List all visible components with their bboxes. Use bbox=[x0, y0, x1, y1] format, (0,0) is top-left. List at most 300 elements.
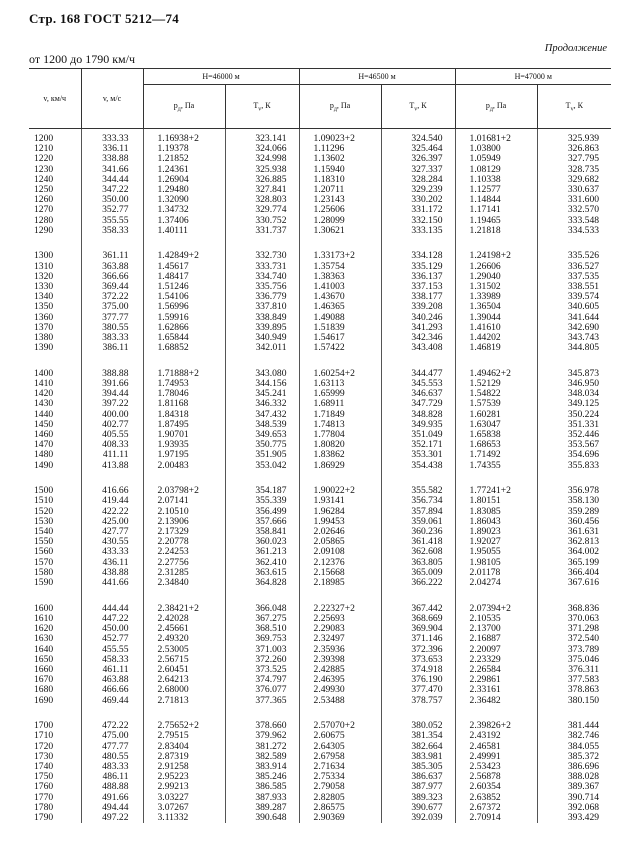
cell-pressure: 2.53423 bbox=[455, 762, 537, 772]
cell-temperature: 337.810 bbox=[225, 302, 299, 312]
block-spacer bbox=[29, 706, 611, 721]
cell-v-ms: 427.77 bbox=[81, 527, 143, 537]
cell-pressure: 1.21852 bbox=[143, 154, 225, 164]
cell-pressure: 1.23143 bbox=[299, 195, 381, 205]
cell-v-kmh: 1770 bbox=[34, 791, 54, 803]
cell-pressure: 2.23329 bbox=[455, 655, 537, 665]
cell-pressure: 1.28099 bbox=[299, 216, 381, 226]
cell-pressure: 2.71634 bbox=[299, 762, 381, 772]
cell-temperature: 341.644 bbox=[537, 313, 611, 323]
cell-pressure: 1.74813 bbox=[299, 420, 381, 430]
cell-v-kmh: 1340 bbox=[34, 291, 54, 303]
header-pressure: $p_д$, Па bbox=[455, 85, 537, 129]
spacer-cell bbox=[455, 471, 537, 486]
cell-pressure: 1.68852 bbox=[143, 343, 225, 353]
cell-pressure: 1.49462+2 bbox=[455, 369, 537, 379]
cell-v-kmh: 1240 bbox=[34, 173, 54, 185]
cell-temperature: 334.740 bbox=[225, 272, 299, 282]
cell-pressure: 1.12577 bbox=[455, 185, 537, 195]
cell-temperature: 372.396 bbox=[381, 645, 455, 655]
cell-pressure: 2.49991 bbox=[455, 752, 537, 762]
cell-pressure: 2.13906 bbox=[143, 517, 225, 527]
cell-pressure: 1.93141 bbox=[299, 496, 381, 506]
spacer-cell bbox=[143, 353, 225, 368]
cell-temperature: 364.002 bbox=[537, 547, 611, 557]
block-spacer bbox=[29, 471, 611, 486]
cell-pressure: 1.41610 bbox=[455, 323, 537, 333]
cell-temperature: 348.828 bbox=[381, 410, 455, 420]
cell-v-kmh: 1530 bbox=[34, 515, 54, 527]
cell-temperature: 331.172 bbox=[381, 205, 455, 215]
cell-pressure: 1.65999 bbox=[299, 389, 381, 399]
cell-pressure: 1.01681+2 bbox=[455, 134, 537, 144]
cell-pressure: 2.90369 bbox=[299, 813, 381, 823]
cell-v-ms: 480.55 bbox=[81, 752, 143, 762]
cell-pressure: 2.35936 bbox=[299, 645, 381, 655]
cell-temperature: 376.077 bbox=[225, 685, 299, 695]
cell-pressure: 1.97195 bbox=[143, 450, 225, 460]
cell-pressure: 1.11296 bbox=[299, 144, 381, 154]
cell-pressure: 2.20778 bbox=[143, 537, 225, 547]
cell-temperature: 363.615 bbox=[225, 568, 299, 578]
cell-pressure: 1.36504 bbox=[455, 302, 537, 312]
cell-temperature: 356.499 bbox=[225, 507, 299, 517]
cell-pressure: 1.95055 bbox=[455, 547, 537, 557]
cell-pressure: 1.20711 bbox=[299, 185, 381, 195]
spacer-cell bbox=[225, 236, 299, 251]
cell-v-kmh: 1680 bbox=[34, 684, 54, 696]
cell-pressure: 2.60451 bbox=[143, 665, 225, 675]
table-row bbox=[29, 634, 611, 644]
cell-temperature: 344.156 bbox=[225, 379, 299, 389]
spacer-cell bbox=[537, 353, 611, 368]
cell-pressure: 1.30621 bbox=[299, 226, 381, 236]
cell-temperature: 373.653 bbox=[381, 655, 455, 665]
cell-temperature: 389.367 bbox=[537, 782, 611, 792]
cell-pressure: 2.12376 bbox=[299, 558, 381, 568]
cell-v-kmh: 1460 bbox=[34, 429, 54, 441]
cell-v-kmh: 1370 bbox=[34, 321, 54, 333]
cell-temperature: 326.885 bbox=[225, 175, 299, 185]
cell-v-ms: 458.33 bbox=[81, 655, 143, 665]
cell-v-ms: 447.22 bbox=[81, 614, 143, 624]
cell-temperature: 360.456 bbox=[537, 517, 611, 527]
cell-pressure: 1.71492 bbox=[455, 450, 537, 460]
cell-temperature: 333.731 bbox=[225, 262, 299, 272]
cell-v-ms: 388.88 bbox=[81, 369, 143, 379]
cell-temperature: 349.935 bbox=[381, 420, 455, 430]
cell-temperature: 334.128 bbox=[381, 251, 455, 261]
cell-temperature: 390.714 bbox=[537, 793, 611, 803]
cell-v-kmh: 1380 bbox=[34, 332, 54, 344]
spacer-cell bbox=[537, 471, 611, 486]
cell-v-ms: 338.88 bbox=[81, 154, 143, 164]
cell-temperature: 371.146 bbox=[381, 634, 455, 644]
block-spacer bbox=[29, 588, 611, 603]
cell-temperature: 325.938 bbox=[225, 165, 299, 175]
cell-v-ms: 394.44 bbox=[81, 389, 143, 399]
cell-pressure: 1.13602 bbox=[299, 154, 381, 164]
cell-v-kmh: 1700 bbox=[34, 720, 54, 732]
cell-pressure: 2.03798+2 bbox=[143, 486, 225, 496]
cell-pressure: 1.33173+2 bbox=[299, 251, 381, 261]
cell-pressure: 1.24361 bbox=[143, 165, 225, 175]
cell-pressure: 2.79058 bbox=[299, 782, 381, 792]
cell-v-kmh: 1470 bbox=[34, 439, 54, 451]
cell-temperature: 380.150 bbox=[537, 696, 611, 706]
spacer-cell bbox=[143, 236, 225, 251]
cell-pressure: 2.49320 bbox=[143, 634, 225, 644]
cell-v-kmh: 1300 bbox=[34, 250, 54, 262]
cell-v-kmh: 1600 bbox=[34, 602, 54, 614]
cell-temperature: 365.199 bbox=[537, 558, 611, 568]
cell-pressure: 1.38363 bbox=[299, 272, 381, 282]
cell-temperature: 363.805 bbox=[381, 558, 455, 568]
cell-temperature: 326.863 bbox=[537, 144, 611, 154]
cell-temperature: 368.669 bbox=[381, 614, 455, 624]
cell-temperature: 372.540 bbox=[537, 634, 611, 644]
spacer-cell bbox=[299, 353, 381, 368]
cell-pressure: 2.16887 bbox=[455, 634, 537, 644]
cell-temperature: 361.213 bbox=[225, 547, 299, 557]
cell-v-ms: 433.33 bbox=[81, 547, 143, 557]
cell-pressure: 2.86575 bbox=[299, 803, 381, 813]
cell-v-kmh: 1780 bbox=[34, 801, 54, 813]
cell-pressure: 1.43670 bbox=[299, 292, 381, 302]
cell-v-ms: 466.66 bbox=[81, 685, 143, 695]
cell-pressure: 2.82805 bbox=[299, 793, 381, 803]
cell-v-kmh: 1520 bbox=[34, 505, 54, 517]
cell-temperature: 351.331 bbox=[537, 420, 611, 430]
table-body bbox=[29, 129, 611, 824]
cell-pressure: 1.29480 bbox=[143, 185, 225, 195]
spacer-cell bbox=[381, 588, 455, 603]
spacer-cell bbox=[455, 236, 537, 251]
cell-temperature: 327.337 bbox=[381, 165, 455, 175]
cell-v-kmh: 1660 bbox=[34, 663, 54, 675]
cell-pressure: 2.68000 bbox=[143, 685, 225, 695]
cell-temperature: 335.129 bbox=[381, 262, 455, 272]
cell-temperature: 325.464 bbox=[381, 144, 455, 154]
cell-pressure: 1.32090 bbox=[143, 195, 225, 205]
cell-temperature: 377.470 bbox=[381, 685, 455, 695]
cell-temperature: 350.775 bbox=[225, 440, 299, 450]
cell-v-ms: 472.22 bbox=[81, 721, 143, 731]
cell-v-kmh: 1280 bbox=[34, 214, 54, 226]
cell-pressure: 2.02646 bbox=[299, 527, 381, 537]
header-altitude-2: H=46500 м bbox=[299, 69, 455, 85]
cell-pressure: 2.42885 bbox=[299, 665, 381, 675]
cell-v-kmh: 1710 bbox=[34, 730, 54, 742]
cell-pressure: 2.38421+2 bbox=[143, 604, 225, 614]
cell-temperature: 328.284 bbox=[381, 175, 455, 185]
cell-pressure: 1.52129 bbox=[455, 379, 537, 389]
cell-temperature: 380.052 bbox=[381, 721, 455, 731]
cell-pressure: 1.99453 bbox=[299, 517, 381, 527]
cell-temperature: 370.063 bbox=[537, 614, 611, 624]
cell-v-ms: 450.00 bbox=[81, 624, 143, 634]
cell-temperature: 352.171 bbox=[381, 440, 455, 450]
cell-pressure: 1.57539 bbox=[455, 399, 537, 409]
cell-pressure: 2.04274 bbox=[455, 578, 537, 588]
cell-pressure: 1.40111 bbox=[143, 226, 225, 236]
cell-temperature: 344.477 bbox=[381, 369, 455, 379]
cell-pressure: 2.07141 bbox=[143, 496, 225, 506]
cell-v-ms: 386.11 bbox=[81, 343, 143, 353]
spacer-cell bbox=[537, 588, 611, 603]
cell-v-ms: 452.77 bbox=[81, 634, 143, 644]
cell-pressure: 2.15668 bbox=[299, 568, 381, 578]
cell-temperature: 346.950 bbox=[537, 379, 611, 389]
cell-pressure: 1.90701 bbox=[143, 430, 225, 440]
cell-temperature: 349.653 bbox=[225, 430, 299, 440]
cell-pressure: 2.29083 bbox=[299, 624, 381, 634]
cell-v-ms: 463.88 bbox=[81, 675, 143, 685]
cell-v-ms: 422.22 bbox=[81, 507, 143, 517]
range-caption: от 1200 до 1790 км/ч bbox=[29, 52, 135, 66]
cell-temperature: 342.011 bbox=[225, 343, 299, 353]
cell-pressure: 2.10510 bbox=[143, 507, 225, 517]
cell-v-ms: 455.55 bbox=[81, 645, 143, 655]
cell-temperature: 348.034 bbox=[537, 389, 611, 399]
cell-temperature: 387.977 bbox=[381, 782, 455, 792]
cell-pressure: 2.99213 bbox=[143, 782, 225, 792]
cell-pressure: 2.67372 bbox=[455, 803, 537, 813]
cell-v-kmh: 1720 bbox=[34, 740, 54, 752]
cell-temperature: 376.190 bbox=[381, 675, 455, 685]
cell-pressure: 3.07267 bbox=[143, 803, 225, 813]
cell-v-ms: 411.11 bbox=[81, 450, 143, 460]
cell-v-kmh: 1480 bbox=[34, 449, 54, 461]
cell-temperature: 354.187 bbox=[225, 486, 299, 496]
cell-v-ms: 361.11 bbox=[81, 251, 143, 261]
cell-temperature: 382.664 bbox=[381, 742, 455, 752]
cell-temperature: 342.346 bbox=[381, 333, 455, 343]
cell-temperature: 362.813 bbox=[537, 537, 611, 547]
cell-pressure: 2.32497 bbox=[299, 634, 381, 644]
cell-pressure: 2.24253 bbox=[143, 547, 225, 557]
cell-temperature: 374.797 bbox=[225, 675, 299, 685]
spacer-cell bbox=[29, 353, 81, 368]
cell-temperature: 369.753 bbox=[225, 634, 299, 644]
cell-temperature: 389.287 bbox=[225, 803, 299, 813]
cell-temperature: 381.272 bbox=[225, 742, 299, 752]
cell-v-kmh: 1560 bbox=[34, 546, 54, 558]
cell-pressure: 1.62866 bbox=[143, 323, 225, 333]
cell-v-ms: 497.22 bbox=[81, 813, 143, 823]
header-temperature: $T_v$, К bbox=[381, 85, 455, 129]
cell-pressure: 1.10338 bbox=[455, 175, 537, 185]
cell-pressure: 2.95223 bbox=[143, 772, 225, 782]
cell-temperature: 372.260 bbox=[225, 655, 299, 665]
cell-pressure: 1.08129 bbox=[455, 165, 537, 175]
cell-v-kmh: 1360 bbox=[34, 311, 54, 323]
cell-v-kmh: 1640 bbox=[34, 643, 54, 655]
cell-pressure: 1.92027 bbox=[455, 537, 537, 547]
cell-temperature: 379.962 bbox=[225, 731, 299, 741]
cell-v-kmh: 1420 bbox=[34, 388, 54, 400]
cell-v-ms: 436.11 bbox=[81, 558, 143, 568]
cell-pressure: 2.20097 bbox=[455, 645, 537, 655]
cell-pressure: 1.26606 bbox=[455, 262, 537, 272]
cell-pressure: 1.74953 bbox=[143, 379, 225, 389]
cell-pressure: 1.80151 bbox=[455, 496, 537, 506]
cell-pressure: 1.56996 bbox=[143, 302, 225, 312]
cell-pressure: 1.68653 bbox=[455, 440, 537, 450]
cell-v-kmh: 1250 bbox=[34, 184, 54, 196]
cell-temperature: 361.418 bbox=[381, 537, 455, 547]
cell-v-ms: 336.11 bbox=[81, 144, 143, 154]
cell-v-kmh: 1610 bbox=[34, 612, 54, 624]
cell-temperature: 390.677 bbox=[381, 803, 455, 813]
cell-v-kmh: 1620 bbox=[34, 623, 54, 635]
cell-v-kmh: 1630 bbox=[34, 633, 54, 645]
cell-temperature: 353.567 bbox=[537, 440, 611, 450]
cell-v-ms: 413.88 bbox=[81, 461, 143, 471]
cell-v-kmh: 1310 bbox=[34, 260, 54, 272]
cell-temperature: 345.553 bbox=[381, 379, 455, 389]
cell-pressure: 2.05865 bbox=[299, 537, 381, 547]
spacer-cell bbox=[299, 706, 381, 721]
cell-v-ms: 391.66 bbox=[81, 379, 143, 389]
cell-v-ms: 483.33 bbox=[81, 762, 143, 772]
table-row bbox=[29, 226, 611, 236]
cell-temperature: 381.444 bbox=[537, 721, 611, 731]
cell-temperature: 351.905 bbox=[225, 450, 299, 460]
cell-pressure: 2.75334 bbox=[299, 772, 381, 782]
header-pressure: $p_д$, Па bbox=[143, 85, 225, 129]
cell-temperature: 387.933 bbox=[225, 793, 299, 803]
cell-pressure: 1.37406 bbox=[143, 216, 225, 226]
cell-temperature: 340.949 bbox=[225, 333, 299, 343]
cell-temperature: 336.137 bbox=[381, 272, 455, 282]
cell-pressure: 1.77241+2 bbox=[455, 486, 537, 496]
cell-temperature: 385.372 bbox=[537, 752, 611, 762]
cell-temperature: 330.637 bbox=[537, 185, 611, 195]
cell-v-kmh: 1450 bbox=[34, 418, 54, 430]
cell-pressure: 1.74355 bbox=[455, 461, 537, 471]
cell-temperature: 324.066 bbox=[225, 144, 299, 154]
cell-temperature: 328.735 bbox=[537, 165, 611, 175]
cell-temperature: 337.153 bbox=[381, 282, 455, 292]
cell-temperature: 361.631 bbox=[537, 527, 611, 537]
cell-v-ms: 358.33 bbox=[81, 226, 143, 236]
cell-temperature: 346.332 bbox=[225, 399, 299, 409]
cell-temperature: 378.863 bbox=[537, 685, 611, 695]
cell-temperature: 388.028 bbox=[537, 772, 611, 782]
cell-v-ms: 352.77 bbox=[81, 205, 143, 215]
cell-temperature: 376.311 bbox=[537, 665, 611, 675]
cell-temperature: 338.551 bbox=[537, 282, 611, 292]
cell-temperature: 340.246 bbox=[381, 313, 455, 323]
cell-pressure: 1.68911 bbox=[299, 399, 381, 409]
cell-temperature: 386.696 bbox=[537, 762, 611, 772]
cell-temperature: 392.068 bbox=[537, 803, 611, 813]
spacer-cell bbox=[225, 353, 299, 368]
cell-v-ms: 372.22 bbox=[81, 292, 143, 302]
cell-temperature: 373.525 bbox=[225, 665, 299, 675]
atmosphere-table bbox=[29, 68, 611, 823]
cell-v-kmh: 1570 bbox=[34, 556, 54, 568]
cell-temperature: 333.548 bbox=[537, 216, 611, 226]
cell-pressure: 2.46395 bbox=[299, 675, 381, 685]
cell-temperature: 347.432 bbox=[225, 410, 299, 420]
cell-temperature: 349.125 bbox=[537, 399, 611, 409]
cell-pressure: 1.60254+2 bbox=[299, 369, 381, 379]
cell-v-ms: 488.88 bbox=[81, 782, 143, 792]
cell-v-ms: 400.00 bbox=[81, 410, 143, 420]
cell-temperature: 364.828 bbox=[225, 578, 299, 588]
table-row bbox=[29, 813, 611, 823]
cell-temperature: 373.789 bbox=[537, 645, 611, 655]
cell-pressure: 1.29040 bbox=[455, 272, 537, 282]
cell-pressure: 2.70914 bbox=[455, 813, 537, 823]
cell-v-ms: 355.55 bbox=[81, 216, 143, 226]
cell-temperature: 324.998 bbox=[225, 154, 299, 164]
cell-temperature: 358.130 bbox=[537, 496, 611, 506]
cell-pressure: 2.53005 bbox=[143, 645, 225, 655]
cell-temperature: 355.833 bbox=[537, 461, 611, 471]
cell-temperature: 327.841 bbox=[225, 185, 299, 195]
cell-v-kmh: 1500 bbox=[34, 485, 54, 497]
cell-temperature: 366.222 bbox=[381, 578, 455, 588]
cell-v-ms: 477.77 bbox=[81, 742, 143, 752]
cell-v-ms: 363.88 bbox=[81, 262, 143, 272]
cell-pressure: 1.59916 bbox=[143, 313, 225, 323]
cell-pressure: 2.64305 bbox=[299, 742, 381, 752]
cell-temperature: 367.275 bbox=[225, 614, 299, 624]
cell-temperature: 344.805 bbox=[537, 343, 611, 353]
cell-temperature: 383.981 bbox=[381, 752, 455, 762]
cell-temperature: 345.241 bbox=[225, 389, 299, 399]
cell-temperature: 333.135 bbox=[381, 226, 455, 236]
cell-pressure: 1.35754 bbox=[299, 262, 381, 272]
cell-temperature: 382.589 bbox=[225, 752, 299, 762]
cell-v-kmh: 1510 bbox=[34, 495, 54, 507]
cell-temperature: 357.894 bbox=[381, 507, 455, 517]
cell-v-ms: 469.44 bbox=[81, 696, 143, 706]
spacer-cell bbox=[29, 706, 81, 721]
cell-temperature: 389.323 bbox=[381, 793, 455, 803]
cell-temperature: 368.510 bbox=[225, 624, 299, 634]
cell-v-kmh: 1670 bbox=[34, 674, 54, 686]
cell-v-kmh: 1740 bbox=[34, 760, 54, 772]
header-v-kmh: v, км/ч bbox=[29, 69, 81, 129]
cell-pressure: 2.45661 bbox=[143, 624, 225, 634]
cell-temperature: 339.208 bbox=[381, 302, 455, 312]
cell-temperature: 354.696 bbox=[537, 450, 611, 460]
spacer-cell bbox=[299, 236, 381, 251]
spacer-cell bbox=[81, 236, 143, 251]
cell-pressure: 2.83404 bbox=[143, 742, 225, 752]
cell-pressure: 3.03227 bbox=[143, 793, 225, 803]
cell-temperature: 332.570 bbox=[537, 205, 611, 215]
cell-v-kmh: 1550 bbox=[34, 536, 54, 548]
cell-pressure: 1.65844 bbox=[143, 333, 225, 343]
spacer-cell bbox=[381, 236, 455, 251]
cell-pressure: 2.34840 bbox=[143, 578, 225, 588]
cell-pressure: 1.21818 bbox=[455, 226, 537, 236]
block-spacer bbox=[29, 236, 611, 251]
cell-v-kmh: 1200 bbox=[34, 133, 54, 144]
cell-pressure: 1.26904 bbox=[143, 175, 225, 185]
cell-v-kmh: 1410 bbox=[34, 378, 54, 390]
spacer-cell bbox=[143, 588, 225, 603]
cell-pressure: 1.31502 bbox=[455, 282, 537, 292]
cell-pressure: 2.33161 bbox=[455, 685, 537, 695]
cell-temperature: 381.354 bbox=[381, 731, 455, 741]
cell-pressure: 1.63113 bbox=[299, 379, 381, 389]
